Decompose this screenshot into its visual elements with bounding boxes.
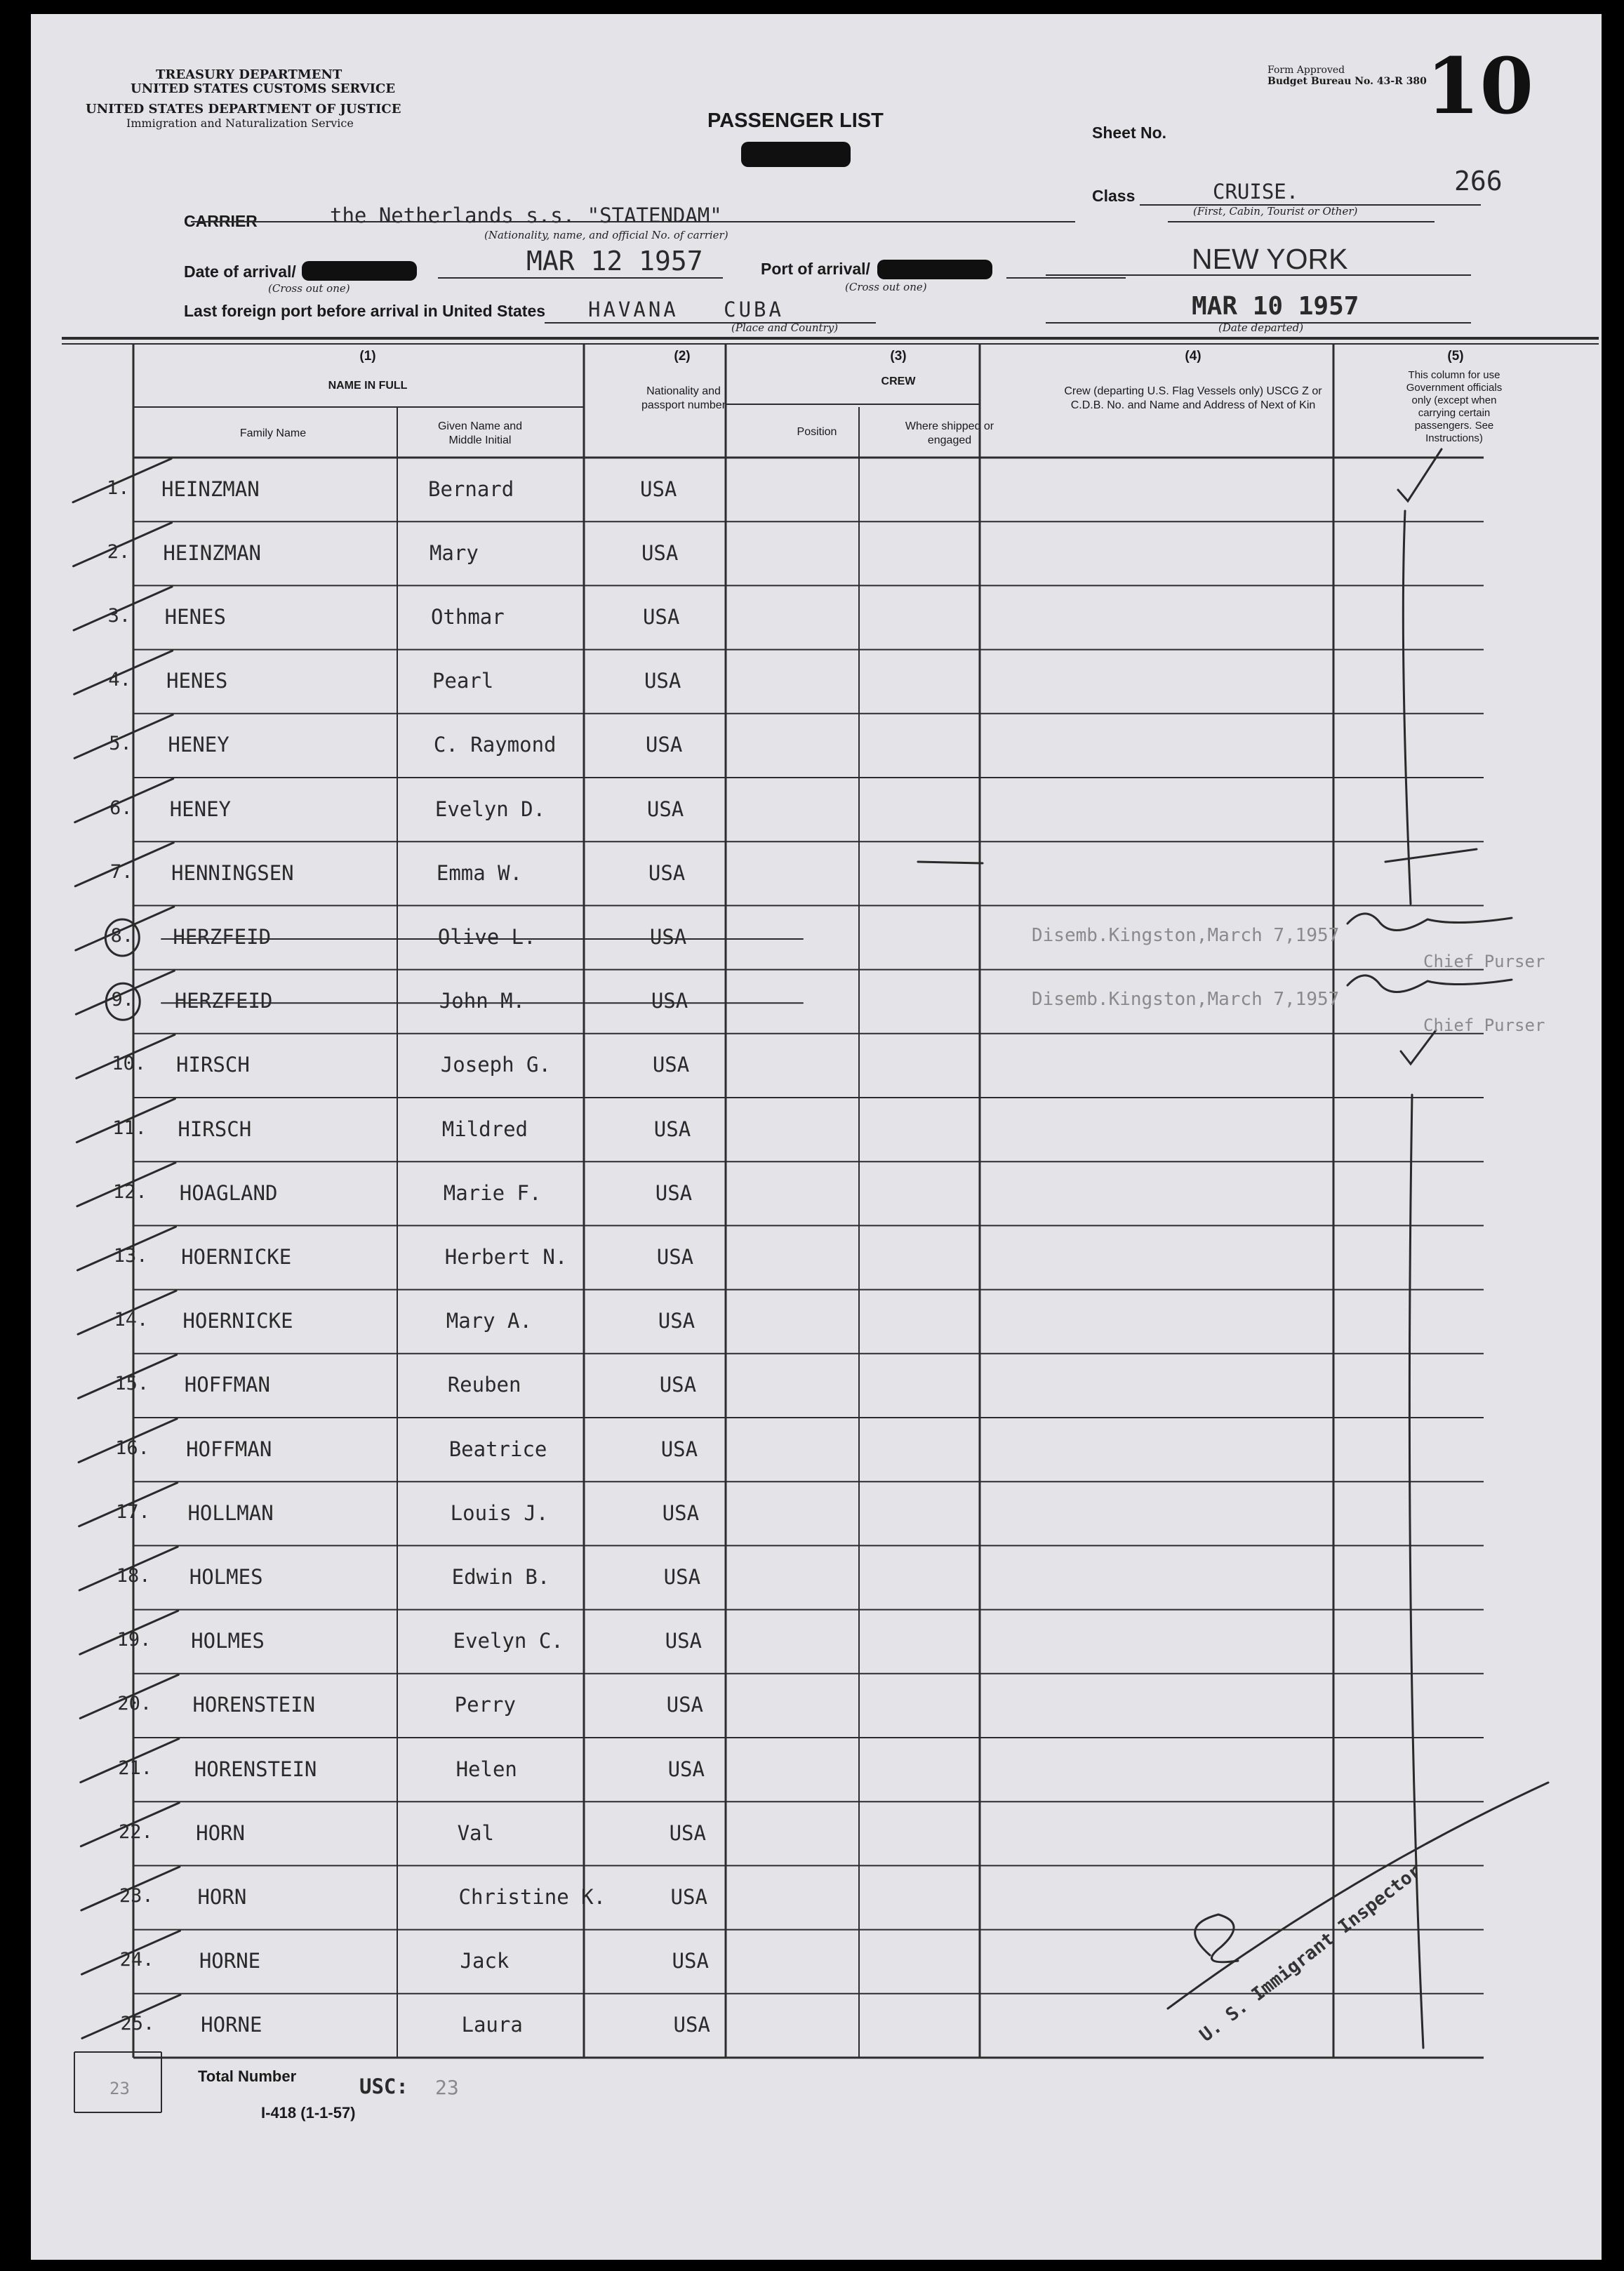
given-name: Perry bbox=[454, 1693, 516, 1717]
carrier-caption: (Nationality, name, and official No. of carrier) bbox=[484, 229, 728, 241]
arrival-label: Date of arrival/ bbox=[184, 262, 296, 281]
nationality: USA bbox=[642, 605, 680, 629]
given-name: Mildred bbox=[441, 1117, 528, 1141]
col1-number: (1) bbox=[359, 349, 376, 364]
col1-title: NAME IN FULL bbox=[328, 380, 408, 392]
col5-title: This column for use Government officials only (except when carrying certain passengers. See Instructions) bbox=[1406, 369, 1503, 444]
nationality: USA bbox=[660, 1437, 698, 1461]
total-box-value: 23 bbox=[109, 2079, 130, 2098]
form-approved-label: Form Approved bbox=[1267, 65, 1345, 76]
disembark-note: Disemb.Kingston,March 7,1957 bbox=[1032, 925, 1340, 946]
col1-family-name: Family Name bbox=[239, 427, 307, 439]
page-title: PASSENGER LIST bbox=[707, 109, 884, 132]
total-number-label: Total Number bbox=[198, 2067, 297, 2085]
family-name: HOERNICKE bbox=[181, 1245, 292, 1269]
nationality: USA bbox=[673, 2013, 710, 2037]
given-name: Louis J. bbox=[450, 1500, 549, 1525]
family-name: HERZFEID bbox=[173, 925, 272, 949]
row-number: 22. bbox=[119, 1820, 153, 1843]
sheet-number: 10 bbox=[1426, 41, 1534, 131]
row-number: 25. bbox=[120, 2013, 155, 2035]
given-name: Joseph G. bbox=[440, 1053, 551, 1077]
col3-number: (3) bbox=[890, 349, 907, 364]
given-name: Othmar bbox=[430, 605, 505, 629]
nationality: USA bbox=[648, 860, 686, 885]
row-number: 8. bbox=[110, 925, 134, 947]
sheet-no-label: Sheet No. bbox=[1092, 124, 1167, 142]
row-number: 5. bbox=[109, 733, 132, 755]
nationality: USA bbox=[655, 1180, 693, 1205]
row-number: 4. bbox=[108, 669, 131, 691]
port-value: NEW YORK bbox=[1192, 243, 1348, 275]
agency-line-4: Immigration and Naturalization Service bbox=[126, 116, 354, 130]
row-number: 18. bbox=[116, 1565, 151, 1587]
family-name: HORN bbox=[197, 1885, 247, 1909]
nationality: USA bbox=[663, 1565, 701, 1589]
nationality: USA bbox=[652, 1053, 690, 1077]
row-number: 13. bbox=[113, 1245, 148, 1267]
agency-line-1: TREASURY DEPARTMENT bbox=[156, 67, 342, 82]
nationality: USA bbox=[669, 1820, 706, 1845]
row-number: 10. bbox=[112, 1053, 147, 1075]
disembark-note: Disemb.Kingston,March 7,1957 bbox=[1032, 989, 1340, 1011]
class-label: Class bbox=[1092, 187, 1136, 205]
arrival-date: MAR 12 1957 bbox=[526, 246, 703, 277]
row-number: 1. bbox=[107, 477, 130, 499]
arrival-caption: (Cross out one) bbox=[268, 282, 350, 295]
given-name: John M. bbox=[439, 989, 526, 1013]
row-number: 11. bbox=[112, 1117, 147, 1139]
col3-where-shipped: Where shipped or engaged bbox=[905, 420, 994, 446]
given-name: Beatrice bbox=[448, 1437, 547, 1461]
chief-purser-note: Chief Purser bbox=[1423, 952, 1545, 971]
family-name: HERZFEID bbox=[174, 989, 273, 1013]
given-name: Mary A. bbox=[446, 1309, 532, 1333]
form-code: I-418 (1-1-57) bbox=[261, 2104, 356, 2122]
family-name: HIRSCH bbox=[178, 1117, 252, 1141]
given-name: Val bbox=[457, 1820, 494, 1845]
usc-value: 23 bbox=[435, 2076, 459, 2099]
row-number: 3. bbox=[107, 605, 131, 627]
carrier-value: the Netherlands s.s. "STATENDAM" bbox=[330, 204, 722, 227]
nationality: USA bbox=[653, 1117, 691, 1141]
family-name: HORENSTEIN bbox=[194, 1757, 317, 1781]
carrier-label: CARRIER bbox=[184, 212, 258, 230]
class-code: 266 bbox=[1454, 166, 1503, 197]
row-number: 12. bbox=[112, 1180, 147, 1203]
family-name: HOLLMAN bbox=[187, 1500, 274, 1525]
col5-number: (5) bbox=[1447, 349, 1464, 364]
nationality: USA bbox=[641, 540, 679, 565]
family-name: HOLMES bbox=[189, 1565, 263, 1589]
given-name: Jack bbox=[460, 1949, 510, 1973]
col2-title: Nationality and passport number bbox=[641, 385, 726, 411]
family-name: HOAGLAND bbox=[179, 1180, 278, 1205]
family-name: HENNINGSEN bbox=[171, 860, 294, 885]
col4-title: Crew (departing U.S. Flag Vessels only) USCG Z or C.D.B. No. and Name and Address of Next of Kin bbox=[1064, 385, 1322, 411]
row-number: 24. bbox=[119, 1949, 154, 1971]
nationality: USA bbox=[659, 1373, 697, 1397]
given-name: C. Raymond bbox=[433, 733, 557, 757]
row-number: 20. bbox=[117, 1693, 152, 1715]
port-label: Port of arrival/ bbox=[761, 260, 870, 278]
given-name: Christine K. bbox=[458, 1885, 606, 1909]
family-name: HORNE bbox=[201, 2013, 262, 2037]
family-name: HOLMES bbox=[191, 1629, 265, 1653]
chief-purser-note: Chief Purser bbox=[1423, 1015, 1545, 1036]
row-number: 16. bbox=[115, 1437, 149, 1459]
immigrant-inspector-stamp: U. S. Immigrant Inspector bbox=[1196, 1860, 1425, 2046]
family-name: HIRSCH bbox=[176, 1053, 250, 1077]
col3-title: CREW bbox=[881, 375, 916, 387]
last-port-label: Last foreign port before arrival in United States bbox=[184, 302, 546, 320]
class-value: CRUISE. bbox=[1213, 180, 1299, 204]
given-name: Laura bbox=[461, 2013, 523, 2037]
family-name: HEINZMAN bbox=[161, 477, 260, 501]
family-name: HOERNICKE bbox=[182, 1309, 293, 1333]
departed-date: MAR 10 1957 bbox=[1192, 292, 1359, 321]
nationality: USA bbox=[658, 1309, 695, 1333]
nationality: USA bbox=[640, 477, 677, 501]
nationality: USA bbox=[646, 797, 684, 821]
usc-label: USC: bbox=[359, 2074, 408, 2098]
row-number: 21. bbox=[118, 1757, 152, 1779]
family-name: HOFFMAN bbox=[184, 1373, 270, 1397]
col2-number: (2) bbox=[674, 349, 691, 364]
family-name: HENES bbox=[166, 669, 228, 693]
family-name: HENEY bbox=[168, 733, 229, 757]
family-name: HEINZMAN bbox=[163, 540, 262, 565]
row-number: 9. bbox=[111, 989, 134, 1011]
family-name: HORNE bbox=[199, 1949, 261, 1973]
port-caption: (Cross out one) bbox=[845, 281, 927, 293]
family-name: HOFFMAN bbox=[186, 1437, 272, 1461]
row-number: 7. bbox=[109, 860, 133, 883]
given-name: Pearl bbox=[432, 669, 494, 693]
family-name: HORN bbox=[196, 1820, 245, 1845]
nationality: USA bbox=[662, 1500, 700, 1525]
row-number: 23. bbox=[119, 1885, 154, 1907]
col1-given-name: Given Name and Middle Initial bbox=[437, 420, 523, 446]
last-port-value: HAVANA CUBA bbox=[588, 298, 784, 321]
nationality: USA bbox=[672, 1949, 709, 1973]
departed-caption: (Date departed) bbox=[1218, 321, 1304, 334]
given-name: Evelyn C. bbox=[453, 1629, 564, 1653]
passenger-list-page bbox=[31, 14, 1602, 2260]
given-name: Emma W. bbox=[436, 860, 523, 885]
col4-number: (4) bbox=[1185, 349, 1202, 364]
agency-line-2: UNITED STATES CUSTOMS SERVICE bbox=[131, 81, 396, 96]
given-name: Reuben bbox=[447, 1373, 521, 1397]
class-caption: (First, Cabin, Tourist or Other) bbox=[1193, 205, 1358, 218]
given-name: Helen bbox=[455, 1757, 517, 1781]
agency-line-3: UNITED STATES DEPARTMENT OF JUSTICE bbox=[86, 102, 401, 116]
last-port-caption: (Place and Country) bbox=[731, 321, 839, 334]
nationality: USA bbox=[644, 669, 681, 693]
family-name: HENES bbox=[164, 605, 226, 629]
nationality: USA bbox=[670, 1885, 707, 1909]
nationality: USA bbox=[665, 1629, 703, 1653]
col3-position: Position bbox=[797, 426, 837, 438]
given-name: Mary bbox=[429, 540, 479, 565]
nationality: USA bbox=[651, 989, 688, 1013]
nationality: USA bbox=[666, 1693, 703, 1717]
family-name: HORENSTEIN bbox=[192, 1693, 316, 1717]
given-name: Marie F. bbox=[443, 1180, 542, 1205]
row-number: 17. bbox=[115, 1500, 150, 1523]
row-number: 2. bbox=[107, 540, 131, 563]
nationality: USA bbox=[649, 925, 687, 949]
nationality: USA bbox=[667, 1757, 705, 1781]
family-name: HENEY bbox=[169, 797, 231, 821]
row-number: 14. bbox=[114, 1309, 149, 1331]
given-name: Edwin B. bbox=[451, 1565, 550, 1589]
row-number: 15. bbox=[114, 1373, 149, 1395]
row-number: 6. bbox=[109, 797, 133, 819]
nationality: USA bbox=[656, 1245, 694, 1269]
row-number: 19. bbox=[117, 1629, 152, 1651]
budget-bureau-label: Budget Bureau No. 43-R 380 bbox=[1267, 76, 1427, 87]
given-name: Bernard bbox=[428, 477, 514, 501]
given-name: Herbert N. bbox=[444, 1245, 568, 1269]
nationality: USA bbox=[645, 733, 683, 757]
given-name: Olive L. bbox=[437, 925, 536, 949]
given-name: Evelyn D. bbox=[434, 797, 546, 821]
